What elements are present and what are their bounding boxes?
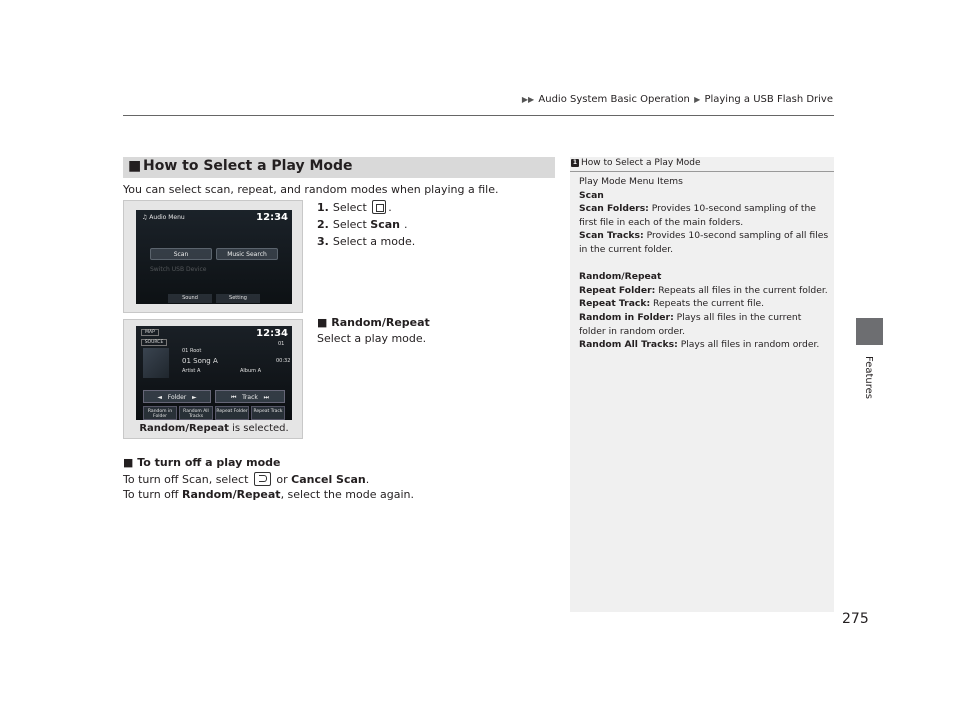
note-reference-icon: 1 bbox=[572, 159, 578, 166]
back-icon bbox=[254, 472, 271, 486]
audio-menu-figure bbox=[123, 200, 303, 313]
note-divider bbox=[570, 171, 834, 172]
track-control[interactable]: ⏮ Track ⏭ bbox=[215, 390, 285, 403]
folder-label: 01 Root bbox=[182, 348, 202, 354]
play-mode-figure bbox=[123, 319, 303, 439]
section-header bbox=[123, 157, 555, 178]
breadcrumb-arrow-icon: ▶ bbox=[694, 95, 701, 104]
breadcrumb-item[interactable]: Audio System Basic Operation bbox=[538, 94, 690, 105]
elapsed-time: 00:32 bbox=[276, 358, 291, 364]
breadcrumb-arrow-icon: ▶▶ bbox=[521, 95, 535, 104]
track-number: 01 bbox=[278, 341, 285, 347]
page-number: 275 bbox=[842, 611, 869, 627]
repeat-folder-button[interactable]: Repeat Folder bbox=[215, 406, 249, 420]
side-note bbox=[570, 157, 834, 612]
repeat-track-button[interactable]: Repeat Track bbox=[251, 406, 285, 420]
source-button[interactable]: SOURCE bbox=[141, 339, 167, 346]
chapter-label: Features bbox=[863, 356, 874, 399]
header-divider bbox=[123, 115, 834, 116]
step-item: 2. Select Scan . bbox=[317, 218, 408, 231]
random-in-folder-button[interactable]: Random in Folder bbox=[143, 406, 177, 420]
album-label: Album A bbox=[240, 368, 262, 374]
breadcrumb bbox=[520, 94, 833, 105]
audio-menu-screen bbox=[136, 210, 292, 304]
scan-button[interactable]: Scan bbox=[150, 248, 212, 260]
turn-off-heading: ■ To turn off a play mode bbox=[123, 456, 281, 469]
usb-playback-screen bbox=[136, 326, 292, 420]
step-item: 1. Select . bbox=[317, 201, 392, 214]
switch-usb-device-item: Switch USB Device bbox=[150, 266, 207, 273]
section-title: How to Select a Play Mode bbox=[143, 158, 353, 174]
turn-off-random-text: To turn off Random/Repeat, select the mode again. bbox=[123, 488, 414, 501]
screen-clock: 12:34 bbox=[256, 328, 288, 339]
map-button[interactable]: MAP bbox=[141, 329, 159, 336]
audio-menu-title: ♫ Audio Menu bbox=[142, 214, 185, 221]
random-all-tracks-button[interactable]: Random All Tracks bbox=[179, 406, 213, 420]
section-marker-icon: ■ bbox=[128, 158, 142, 174]
note-title: How to Select a Play Mode bbox=[581, 158, 701, 168]
sound-button[interactable]: Sound bbox=[168, 294, 212, 303]
figure-caption: Random/Repeat is selected. bbox=[139, 423, 289, 434]
note-header bbox=[570, 157, 834, 171]
random-repeat-heading: ■ Random/Repeat bbox=[317, 316, 430, 329]
random-repeat-text: Select a play mode. bbox=[317, 332, 427, 345]
note-body: Play Mode Menu Items Scan Scan Folders: Provides 10-second sampling of the first file in each of the main folders. Scan Tracks: Provides 10-second sampling of all files in the current folder. Random/Repeat Repeat Folder: Repeats all files in the current folder. Repeat Track: Repeats the current file. Random in Folder: Plays all files in the current folder in random order. Random All Tracks: Plays all files in random order. bbox=[579, 176, 829, 351]
album-art bbox=[143, 348, 169, 378]
song-title: 01 Song A bbox=[182, 357, 218, 365]
screen-clock: 12:34 bbox=[256, 212, 288, 223]
breadcrumb-item[interactable]: Playing a USB Flash Drive bbox=[704, 94, 833, 105]
music-search-button[interactable]: Music Search bbox=[216, 248, 278, 260]
intro-text: You can select scan, repeat, and random modes when playing a file. bbox=[123, 183, 499, 196]
chapter-tab[interactable] bbox=[856, 318, 883, 345]
menu-icon bbox=[372, 200, 386, 214]
folder-control[interactable]: ◄ Folder ► bbox=[143, 390, 211, 403]
step-list bbox=[317, 199, 415, 250]
setting-button[interactable]: Setting bbox=[216, 294, 260, 303]
artist-label: Artist A bbox=[182, 368, 201, 374]
turn-off-scan-text: To turn off Scan, select or Cancel Scan. bbox=[123, 473, 370, 486]
step-item: 3. Select a mode. bbox=[317, 235, 416, 248]
